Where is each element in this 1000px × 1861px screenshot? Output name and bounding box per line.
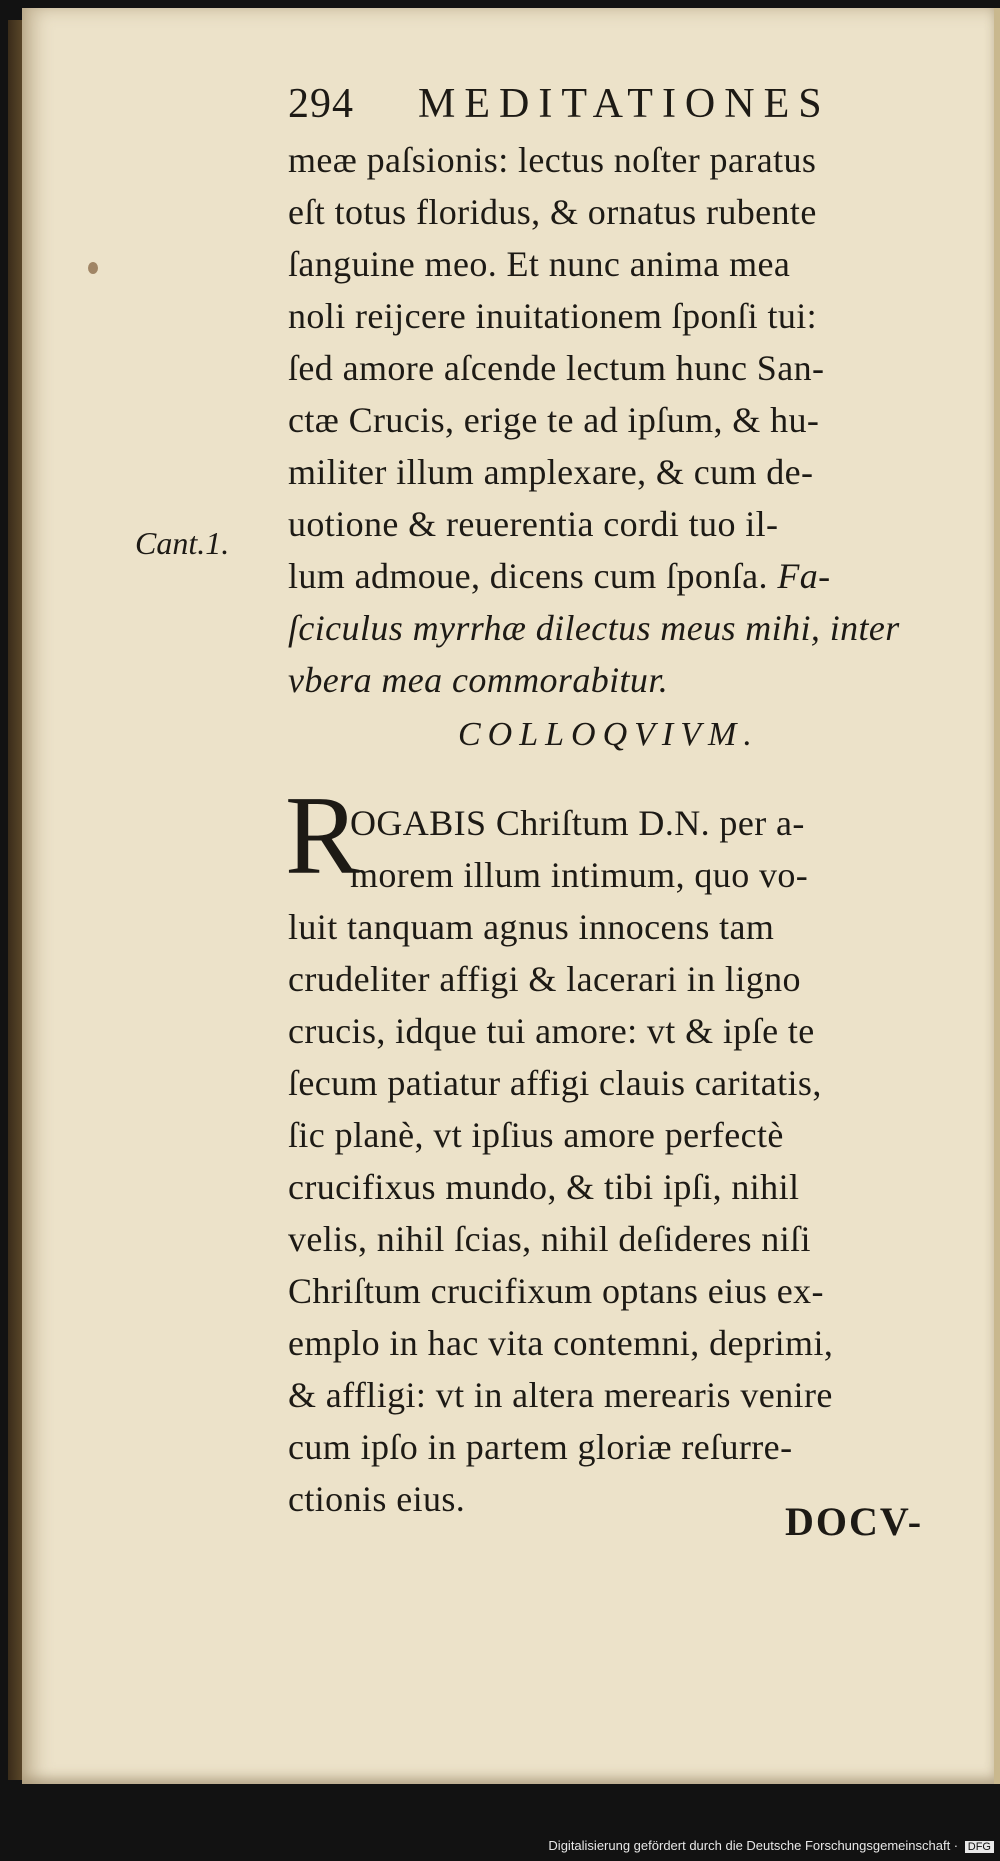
text-line: luit tanquam agnus innocens tam xyxy=(288,907,775,947)
text-line: velis, nihil ſcias, nihil deſideres niſi xyxy=(288,1219,811,1259)
running-title: MEDITATIONES xyxy=(418,81,831,127)
margin-reference: Cant.1. xyxy=(135,525,230,561)
text-line: crucis, idque tui amore: vt & ipſe te xyxy=(288,1011,815,1051)
text-line: crucifixus mundo, & tibi ipſi, nihil xyxy=(288,1167,800,1207)
quote-start: Fa- xyxy=(777,556,831,596)
text-line: OGABIS Chriſtum D.N. per a- xyxy=(350,803,805,843)
text-line: eſt totus floridus, & ornatus rubente xyxy=(288,192,817,232)
text-line: ſanguine meo. Et nunc anima mea xyxy=(288,244,791,284)
drop-cap: R xyxy=(285,774,360,898)
ink-spot xyxy=(88,262,98,274)
text-line: meæ paſsionis: lectus noſter paratus xyxy=(288,140,817,180)
text-line: ctæ Crucis, erige te ad ipſum, & hu- xyxy=(288,400,820,440)
quote-line: ſciculus myrrhæ dilectus meus mihi, inter xyxy=(288,608,900,648)
credit-text: Digitalisierung gefördert durch die Deutsche Forschungsgemeinschaft · xyxy=(548,1838,959,1853)
text-line: & affligi: vt in altera merearis venire xyxy=(288,1375,833,1415)
page-header xyxy=(288,80,908,136)
text-line: noli reijcere inuitationem ſponſi tui: xyxy=(288,296,818,336)
text-line: cum ipſo in partem gloriæ reſurre- xyxy=(288,1427,793,1467)
text-line: ſecum patiatur affigi clauis caritatis, xyxy=(288,1063,822,1103)
text-line: uotione & reuerentia cordi tuo il- xyxy=(288,504,779,544)
text-line: ſed amore aſcende lectum hunc San- xyxy=(288,348,825,388)
catchword: DOCV- xyxy=(785,1499,924,1544)
section-heading: COLLOQVIVM. xyxy=(458,716,759,753)
quote-line: vbera mea commorabitur. xyxy=(288,660,669,700)
text-line: Chriſtum crucifixum optans eius ex- xyxy=(288,1271,824,1311)
text-line: ctionis eius. xyxy=(288,1479,466,1519)
text-line: militer illum amplexare, & cum de- xyxy=(288,452,814,492)
digitization-credit xyxy=(548,1838,994,1853)
text-line: emplo in hac vita contemni, deprimi, xyxy=(288,1323,834,1363)
text-line-with-quote xyxy=(288,551,968,601)
text-line: ſic planè, vt ipſius amore perfectè xyxy=(288,1115,784,1155)
text-line: crudeliter affigi & lacerari in ligno xyxy=(288,959,801,999)
page-number: 294 xyxy=(288,81,354,127)
text-line-roman: lum admoue, dicens cum ſponſa. xyxy=(288,556,768,596)
text-line: morem illum intimum, quo vo- xyxy=(350,855,809,895)
dfg-logo: DFG xyxy=(965,1841,994,1853)
